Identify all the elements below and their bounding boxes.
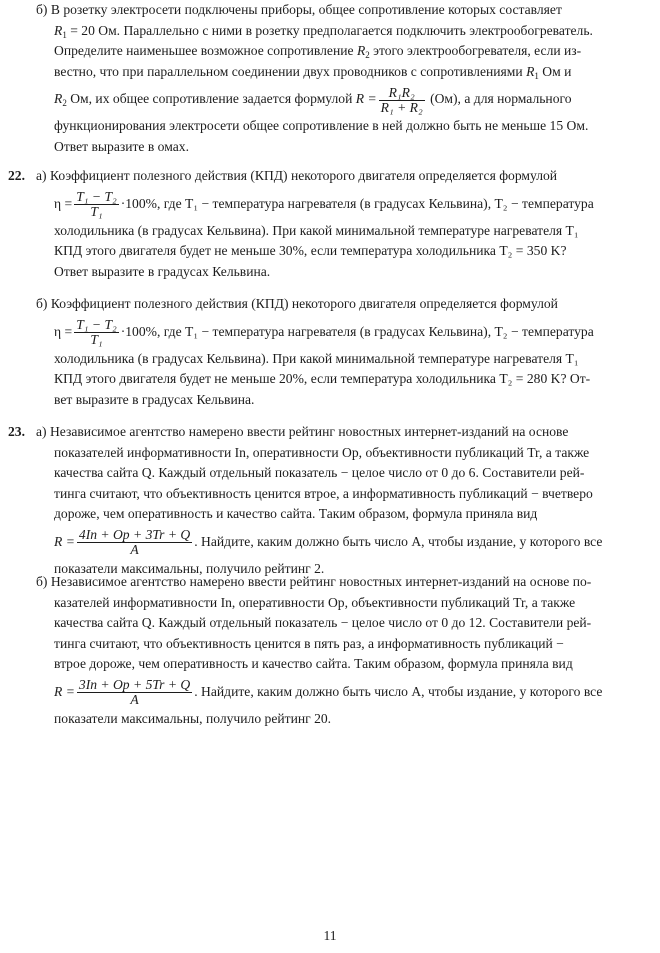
text-line: холодильника (в градусах Кельвина). При какой минимальной температуре нагревателя T₁ <box>54 350 579 366</box>
problem-23a <box>36 422 636 580</box>
formula-lhs: R = <box>355 91 377 107</box>
text-line: тинга считают, что объективность ценится в пять раз, а информативность публикаций − <box>54 635 564 651</box>
text-line: Коэффициент полезного действия (КПД) некоторого двигателя определяется формулой <box>49 168 558 183</box>
text-line: Независимое агентство намерено ввести рейтинг новостных интернет-изданий на основе по- <box>50 574 592 589</box>
problem-21b <box>36 0 636 158</box>
problem-number: 22. <box>8 168 25 183</box>
text-line: показатели максимальны, получило рейтинг 20. <box>54 710 332 726</box>
text-line: холодильника (в градусах Кельвина). При какой минимальной температуре нагревателя T₁ <box>54 222 579 238</box>
item-label: а) <box>36 424 47 439</box>
fraction-numerator: T₁ − T₂ <box>76 316 117 332</box>
page-number: 11 <box>323 928 337 943</box>
subscript: 1 <box>62 29 67 40</box>
text-line: Ом и <box>538 63 572 79</box>
text-line: Независимое агентство намерено ввести рейтинг новостных интернет-изданий на основе <box>49 424 569 439</box>
text-line: . Найдите, каким должно быть число A, чтобы издание, у которого все <box>194 683 603 699</box>
fraction <box>74 318 119 347</box>
text-line: втрое дороже, чем оперативность и качество сайта. Таким образом, формула приняла вид <box>54 656 573 672</box>
subscript: 1 <box>534 70 539 81</box>
formula-lhs: η = <box>54 195 73 211</box>
fraction <box>77 678 192 707</box>
text-line: функционирования электросети общее сопротивление в ней должно быть не меньше 15 Ом. <box>54 118 589 134</box>
text-line: = 20 Ом. Параллельно с ними в розетку предполагается подключить электрообогреватель. <box>66 22 593 38</box>
symbol: R <box>526 63 535 79</box>
text-line: казателей информативности In, оперативности Op, объективности публикаций Tr, а также <box>54 594 576 610</box>
formula-lhs: R = <box>54 683 75 699</box>
fraction-denominator: T₁ <box>90 331 103 347</box>
subscript: 2 <box>365 50 370 61</box>
text-line: качества сайта Q. Каждый отдельный показатель − целое число от 0 до 12. Составители рей- <box>54 615 592 631</box>
text-line: дороже, чем оперативность и качество сайта. Таким образом, формула приняла вид <box>54 506 538 522</box>
symbol: R <box>54 91 63 107</box>
fraction <box>74 190 119 219</box>
problem-23b <box>36 572 636 730</box>
text-line: В розетку электросети подключены приборы, общее сопротивление которых составляет <box>50 2 562 17</box>
text-line: показатели максимальны, получило рейтинг 2. <box>54 560 325 576</box>
fraction-numerator: R₁R₂ <box>379 86 425 101</box>
problem-22a <box>36 166 636 282</box>
text-line: Определите наименьшее возможное сопротивление <box>54 43 357 59</box>
text-line: Ответ выразите в омах. <box>54 138 189 154</box>
fraction <box>379 86 425 115</box>
item-label: б) <box>36 2 48 17</box>
fraction-numerator: 3In + Op + 5Tr + Q <box>78 677 191 693</box>
problem-number: 23. <box>8 424 25 439</box>
text-line: этого электрообогревателя, если из- <box>369 43 582 59</box>
fraction-numerator: T₁ − T₂ <box>76 188 117 204</box>
formula-lhs: R = <box>54 533 75 549</box>
fraction-denominator: A <box>130 542 139 558</box>
item-label: б) <box>36 574 48 589</box>
text-line: (Ом), а для нормального <box>426 91 572 107</box>
text-line: ·100%, где T₁ − температура нагревателя (в градусах Кельвина), T₂ − температура <box>120 195 594 211</box>
symbol: R <box>54 22 63 38</box>
formula-lhs: η = <box>54 323 73 339</box>
text-line: качества сайта Q. Каждый отдельный показатель − целое число от 0 до 6. Составители рей- <box>54 465 585 481</box>
text-line: вестно, что при параллельном соединении двух проводников с сопротивлениями <box>54 63 527 79</box>
fraction-denominator: A <box>130 692 139 708</box>
text-line: Коэффициент полезного действия (КПД) некоторого двигателя определяется формулой <box>50 296 558 311</box>
text-line: КПД этого двигателя будет не меньше 20%, если температура холодильника T₂ = 280 K? От- <box>54 371 591 387</box>
text-line: КПД этого двигателя будет не меньше 30%, если температура холодильника T₂ = 350 K? <box>54 243 567 259</box>
text-line: показателей информативности In, оперативности Op, объективности публикаций Tr, а также <box>54 444 590 460</box>
item-label: а) <box>36 168 47 183</box>
text-line: Ответ выразите в градусах Кельвина. <box>54 263 271 279</box>
text-line: Ом, их общее сопротивление задается формулой <box>66 91 356 107</box>
fraction <box>77 528 192 557</box>
text-line: . Найдите, каким должно быть число A, чтобы издание, у которого все <box>194 533 603 549</box>
fraction-denominator: T₁ <box>90 203 103 219</box>
text-line: ·100%, где T₁ − температура нагревателя (в градусах Кельвина), T₂ − температура <box>120 323 594 339</box>
item-label: б) <box>36 296 48 311</box>
subscript: 2 <box>62 98 67 109</box>
fraction-numerator: 4In + Op + 3Tr + Q <box>78 527 191 543</box>
text-line: тинга считают, что объективность ценится втрое, а информативность публикаций − вчетверо <box>54 485 593 501</box>
symbol: R <box>356 43 366 59</box>
problem-22b <box>36 294 636 410</box>
text-line: вет выразите в градусах Кельвина. <box>54 391 255 407</box>
fraction-denominator: R₁ + R₂ <box>380 99 423 115</box>
